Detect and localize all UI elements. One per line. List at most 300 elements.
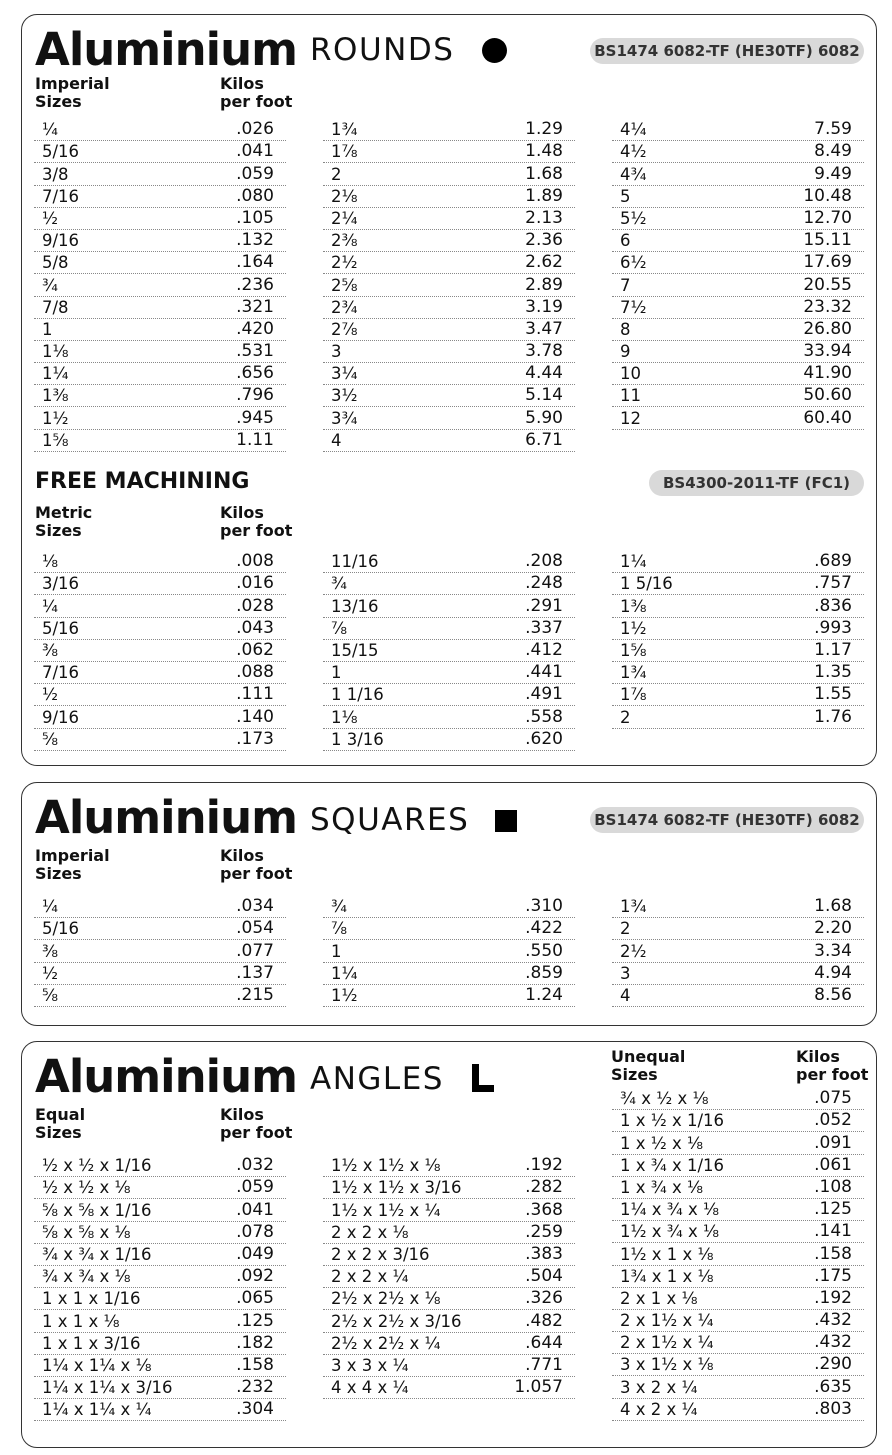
weight-cell: 23.32 — [803, 296, 852, 317]
rounds-size-header: Imperial Sizes — [35, 74, 110, 111]
size-cell: 7/16 — [42, 663, 80, 683]
weight-cell: 3.19 — [525, 296, 563, 317]
size-cell: 5/16 — [42, 142, 80, 162]
table-row — [323, 918, 575, 940]
size-cell: 5½ — [620, 208, 647, 228]
size-cell: 1 3/16 — [331, 729, 384, 749]
size-cell: 2 x 1½ x ¼ — [620, 1333, 714, 1353]
weight-cell: .368 — [525, 1199, 563, 1220]
size-cell: ⅝ — [42, 985, 58, 1005]
table-row — [323, 230, 575, 252]
size-cell: 2⅝ — [331, 275, 358, 295]
weight-cell: .105 — [236, 207, 274, 228]
table-row — [323, 119, 575, 141]
weight-cell: 41.90 — [803, 363, 852, 384]
table-row — [34, 1355, 286, 1377]
size-cell: 12 — [620, 408, 641, 428]
size-cell: 2 x 1½ x ¼ — [620, 1311, 714, 1331]
table-row — [612, 1354, 864, 1376]
table-row — [612, 297, 864, 319]
table-row — [612, 573, 864, 595]
size-cell: ⅛ — [42, 552, 58, 572]
size-cell: 2¼ — [331, 208, 358, 228]
size-cell: 1 5/16 — [620, 574, 673, 594]
size-cell: 15/15 — [331, 640, 379, 660]
table-row — [34, 1333, 286, 1355]
weight-cell: .164 — [236, 252, 274, 273]
table-row — [323, 706, 575, 728]
size-cell: 1 x ¾ x 1/16 — [620, 1155, 725, 1175]
table-row — [34, 319, 286, 341]
size-cell: 1½ — [620, 618, 647, 638]
squares-column-1 — [34, 896, 286, 1007]
table-row — [34, 595, 286, 617]
size-cell: 7 — [620, 275, 631, 295]
size-cell: 1⅛ — [331, 707, 358, 727]
size-cell: ⅝ x ⅝ x 1/16 — [42, 1200, 152, 1220]
table-row — [323, 252, 575, 274]
size-cell: 2 x 2 x ⅛ — [331, 1222, 409, 1242]
round-symbol-icon — [482, 38, 507, 63]
size-cell: ¾ — [331, 574, 347, 594]
table-row — [612, 274, 864, 296]
weight-cell: .326 — [525, 1288, 563, 1309]
table-row — [34, 963, 286, 985]
table-row — [34, 1266, 286, 1288]
size-cell: 1¼ — [620, 552, 647, 572]
table-row — [612, 319, 864, 341]
size-cell: 1 x ¾ x ⅛ — [620, 1177, 703, 1197]
table-row — [323, 1288, 575, 1310]
size-cell: ⅜ — [42, 640, 58, 660]
table-row — [34, 985, 286, 1007]
size-cell: 4 — [620, 985, 631, 1005]
weight-cell: .192 — [525, 1155, 563, 1176]
weight-cell: .192 — [814, 1287, 852, 1308]
table-row — [323, 430, 575, 452]
weight-cell: 2.62 — [525, 252, 563, 273]
size-cell: 1⅜ — [620, 596, 647, 616]
size-cell: 9/16 — [42, 707, 80, 727]
table-row — [323, 1377, 575, 1399]
angles-equal-weight-header: Kilos per foot — [220, 1105, 293, 1142]
table-row — [323, 319, 575, 341]
size-cell: ½ x ½ x ⅛ — [42, 1178, 131, 1198]
rounds-weight-header: Kilos per foot — [220, 74, 293, 111]
table-row — [34, 662, 286, 684]
table-row — [612, 1399, 864, 1421]
table-row — [34, 551, 286, 573]
table-row — [612, 1266, 864, 1288]
rounds-column-2 — [323, 119, 575, 452]
rounds-column-3 — [612, 119, 864, 430]
weight-cell: .259 — [525, 1221, 563, 1242]
table-row — [323, 274, 575, 296]
weight-cell: .088 — [236, 662, 274, 683]
weight-cell: .644 — [525, 1332, 563, 1353]
table-row — [612, 706, 864, 728]
size-cell: 2¾ — [331, 297, 358, 317]
size-cell: 1¾ — [331, 120, 358, 140]
table-row — [612, 551, 864, 573]
size-cell: ½ — [42, 963, 58, 983]
table-row — [323, 1155, 575, 1177]
weight-cell: 3.47 — [525, 318, 563, 339]
size-cell: 1 1/16 — [331, 685, 384, 705]
weight-cell: 17.69 — [803, 252, 852, 273]
size-cell: 3/16 — [42, 574, 80, 594]
weight-cell: .141 — [814, 1221, 852, 1242]
size-cell: ½ x ½ x 1/16 — [42, 1156, 152, 1176]
weight-cell: .077 — [236, 940, 274, 961]
angles-unequal-size-header: Unequal Sizes — [611, 1047, 686, 1084]
size-cell: 13/16 — [331, 596, 379, 616]
size-cell: 6 — [620, 231, 631, 251]
table-row — [323, 595, 575, 617]
weight-cell: 50.60 — [803, 385, 852, 406]
table-row — [323, 1244, 575, 1266]
weight-cell: .075 — [814, 1088, 852, 1109]
weight-cell: .034 — [236, 896, 274, 917]
size-cell: 1½ — [331, 985, 358, 1005]
weight-cell: 26.80 — [803, 318, 852, 339]
weight-cell: 1.55 — [814, 684, 852, 705]
weight-cell: .482 — [525, 1310, 563, 1331]
table-row — [34, 163, 286, 185]
table-row — [323, 985, 575, 1007]
size-cell: 5/16 — [42, 618, 80, 638]
size-cell: 1¼ x 1¼ x 3/16 — [42, 1378, 173, 1398]
table-row — [323, 1199, 575, 1221]
size-cell: ⅝ x ⅝ x ⅛ — [42, 1222, 131, 1242]
weight-cell: 1.29 — [525, 119, 563, 140]
table-row — [323, 1355, 575, 1377]
table-row — [323, 729, 575, 751]
size-cell: 5 — [620, 186, 631, 206]
size-cell: 3 x 2 x ¼ — [620, 1377, 698, 1397]
table-row — [612, 1221, 864, 1243]
size-cell: ⅝ — [42, 729, 58, 749]
weight-cell: .080 — [236, 185, 274, 206]
weight-cell: .836 — [814, 595, 852, 616]
table-row — [612, 341, 864, 363]
weight-cell: .016 — [236, 573, 274, 594]
weight-cell: 1.68 — [525, 163, 563, 184]
weight-cell: .859 — [525, 962, 563, 983]
angles-shape-title: ANGLES — [310, 1061, 444, 1097]
weight-cell: .689 — [814, 551, 852, 572]
size-cell: 1½ x 1½ x 3/16 — [331, 1178, 462, 1198]
weight-cell: .078 — [236, 1221, 274, 1242]
size-cell: 4 x 2 x ¼ — [620, 1399, 698, 1419]
weight-cell: .558 — [525, 706, 563, 727]
weight-cell: .052 — [814, 1110, 852, 1131]
table-row — [34, 363, 286, 385]
weight-cell: .125 — [236, 1310, 274, 1331]
size-cell: 2⅜ — [331, 231, 358, 251]
table-row — [34, 230, 286, 252]
table-row — [612, 1376, 864, 1398]
table-row — [612, 1243, 864, 1265]
rounds-panel — [21, 14, 877, 766]
table-row — [34, 1199, 286, 1221]
size-cell: 7½ — [620, 297, 647, 317]
size-cell: 5/16 — [42, 919, 80, 939]
table-row — [34, 1310, 286, 1332]
size-cell: 9/16 — [42, 231, 80, 251]
table-row — [323, 963, 575, 985]
weight-cell: 10.48 — [803, 185, 852, 206]
rounds-standard-badge: BS1474 6082-TF (HE30TF) 6082 — [590, 38, 864, 64]
table-row — [612, 407, 864, 429]
angles-brand-title: Aluminium — [35, 1050, 297, 1103]
weight-cell: 2.89 — [525, 274, 563, 295]
table-row — [323, 1333, 575, 1355]
weight-cell: .175 — [814, 1265, 852, 1286]
size-cell: 2 — [620, 707, 631, 727]
table-row — [612, 208, 864, 230]
squares-brand-title: Aluminium — [35, 791, 297, 844]
weight-cell: .441 — [525, 662, 563, 683]
free-machining-standard-badge: BS4300-2011-TF (FC1) — [649, 470, 864, 496]
squares-column-3 — [612, 896, 864, 1007]
weight-cell: .248 — [525, 573, 563, 594]
size-cell: ¾ — [42, 275, 58, 295]
table-row — [323, 1266, 575, 1288]
table-row — [612, 363, 864, 385]
table-row — [34, 1288, 286, 1310]
weight-cell: 6.71 — [525, 429, 563, 450]
rounds-brand-title: Aluminium — [35, 23, 297, 76]
weight-cell: .432 — [814, 1332, 852, 1353]
weight-cell: .008 — [236, 551, 274, 572]
weight-cell: .158 — [814, 1243, 852, 1264]
size-cell: 1 x 1 x 3/16 — [42, 1333, 141, 1353]
size-cell: 4¼ — [620, 120, 647, 140]
table-row — [34, 918, 286, 940]
free-machining-size-header: Metric Sizes — [35, 503, 93, 540]
weight-cell: .208 — [525, 551, 563, 572]
weight-cell: 5.14 — [525, 385, 563, 406]
free-machining-title: FREE MACHINING — [35, 469, 250, 494]
table-row — [323, 551, 575, 573]
weight-cell: 1.11 — [236, 429, 274, 450]
weight-cell: .757 — [814, 573, 852, 594]
weight-cell: .504 — [525, 1266, 563, 1287]
size-cell: 2½ — [620, 941, 647, 961]
weight-cell: 1.89 — [525, 185, 563, 206]
table-row — [612, 985, 864, 1007]
weight-cell: .140 — [236, 706, 274, 727]
table-row — [34, 274, 286, 296]
table-row — [612, 684, 864, 706]
size-cell: 1 x ½ x 1/16 — [620, 1111, 725, 1131]
weight-cell: .412 — [525, 639, 563, 660]
size-cell: 1 x 1 x ⅛ — [42, 1311, 120, 1331]
size-cell: 10 — [620, 364, 641, 384]
weight-cell: 12.70 — [803, 207, 852, 228]
table-row — [34, 252, 286, 274]
size-cell: 1⅛ — [42, 342, 69, 362]
size-cell: 2⅛ — [331, 186, 358, 206]
size-cell: 4¾ — [620, 164, 647, 184]
weight-cell: .049 — [236, 1243, 274, 1264]
table-row — [323, 684, 575, 706]
size-cell: 3 x 3 x ¼ — [331, 1355, 409, 1375]
weight-cell: 1.057 — [514, 1377, 563, 1398]
squares-standard-badge: BS1474 6082-TF (HE30TF) 6082 — [590, 807, 864, 833]
table-row — [323, 940, 575, 962]
angles-equal-column-1 — [34, 1155, 286, 1421]
free-machining-column-3 — [612, 551, 864, 729]
table-row — [34, 640, 286, 662]
squares-size-header: Imperial Sizes — [35, 846, 110, 883]
table-row — [34, 341, 286, 363]
size-cell: 9 — [620, 342, 631, 362]
table-row — [612, 1288, 864, 1310]
weight-cell: .422 — [525, 918, 563, 939]
table-row — [323, 163, 575, 185]
table-row — [612, 1332, 864, 1354]
table-row — [612, 1132, 864, 1154]
table-row — [323, 573, 575, 595]
weight-cell: .041 — [236, 141, 274, 162]
size-cell: ⅞ — [331, 919, 347, 939]
size-cell: 3 x 1½ x ⅛ — [620, 1355, 714, 1375]
size-cell: 3 — [620, 963, 631, 983]
weight-cell: .111 — [236, 684, 274, 705]
squares-column-2 — [323, 896, 575, 1007]
angles-equal-size-header: Equal Sizes — [35, 1105, 86, 1142]
weight-cell: .236 — [236, 274, 274, 295]
size-cell: 1¼ — [331, 963, 358, 983]
weight-cell: .291 — [525, 595, 563, 616]
size-cell: 1¼ — [42, 364, 69, 384]
weight-cell: .091 — [814, 1132, 852, 1153]
weight-cell: 2.36 — [525, 230, 563, 251]
table-row — [612, 1110, 864, 1132]
weight-cell: .132 — [236, 230, 274, 251]
size-cell: 1 x 1 x 1/16 — [42, 1289, 141, 1309]
table-row — [323, 896, 575, 918]
weight-cell: 2.13 — [525, 207, 563, 228]
size-cell: ½ — [42, 208, 58, 228]
table-row — [34, 297, 286, 319]
rounds-column-1 — [34, 119, 286, 452]
table-row — [34, 573, 286, 595]
size-cell: 2½ x 2½ x ⅛ — [331, 1289, 441, 1309]
size-cell: 2½ x 2½ x ¼ — [331, 1333, 441, 1353]
weight-cell: .059 — [236, 163, 274, 184]
size-cell: 8 — [620, 319, 631, 339]
size-cell: 2⅞ — [331, 319, 358, 339]
table-row — [612, 618, 864, 640]
table-row — [34, 186, 286, 208]
free-machining-column-1 — [34, 551, 286, 751]
weight-cell: .337 — [525, 617, 563, 638]
table-row — [34, 684, 286, 706]
table-row — [612, 385, 864, 407]
size-cell: 1½ x ¾ x ⅛ — [620, 1222, 719, 1242]
size-cell: 2 x 2 x 3/16 — [331, 1244, 430, 1264]
table-row — [34, 141, 286, 163]
weight-cell: .531 — [236, 341, 274, 362]
weight-cell: 3.78 — [525, 341, 563, 362]
squares-shape-title: SQUARES — [310, 802, 470, 838]
weight-cell: 33.94 — [803, 341, 852, 362]
weight-cell: .232 — [236, 1377, 274, 1398]
size-cell: 3¼ — [331, 364, 358, 384]
weight-cell: .059 — [236, 1177, 274, 1198]
size-cell: ¾ x ½ x ⅛ — [620, 1089, 709, 1109]
size-cell: 11 — [620, 386, 641, 406]
angle-symbol-icon — [472, 1064, 494, 1092]
weight-cell: .620 — [525, 728, 563, 749]
table-row — [323, 141, 575, 163]
table-row — [323, 1222, 575, 1244]
table-row — [34, 1222, 286, 1244]
size-cell: 5/8 — [42, 253, 69, 273]
weight-cell: .054 — [236, 918, 274, 939]
table-row — [612, 1155, 864, 1177]
weight-cell: .282 — [525, 1177, 563, 1198]
table-row — [34, 1399, 286, 1421]
size-cell: ¾ x ¾ x 1/16 — [42, 1244, 152, 1264]
size-cell: 1¾ — [620, 663, 647, 683]
table-row — [323, 1177, 575, 1199]
table-row — [323, 1310, 575, 1332]
table-row — [612, 963, 864, 985]
weight-cell: 1.68 — [814, 896, 852, 917]
size-cell: 1⅞ — [331, 142, 358, 162]
size-cell: ½ — [42, 685, 58, 705]
table-row — [612, 230, 864, 252]
table-row — [34, 896, 286, 918]
weight-cell: 2.20 — [814, 918, 852, 939]
weight-cell: 1.48 — [525, 141, 563, 162]
size-cell: 1½ x 1 x ⅛ — [620, 1244, 714, 1264]
table-row — [323, 208, 575, 230]
weight-cell: .173 — [236, 728, 274, 749]
weight-cell: 1.35 — [814, 662, 852, 683]
weight-cell: .062 — [236, 639, 274, 660]
weight-cell: 20.55 — [803, 274, 852, 295]
table-row — [34, 1177, 286, 1199]
size-cell: 1 x ½ x ⅛ — [620, 1133, 703, 1153]
weight-cell: 1.17 — [814, 639, 852, 660]
weight-cell: .321 — [236, 296, 274, 317]
size-cell: 1¼ x 1¼ x ⅛ — [42, 1355, 152, 1375]
size-cell: 4 x 4 x ¼ — [331, 1378, 409, 1398]
weight-cell: .125 — [814, 1199, 852, 1220]
weight-cell: 1.24 — [525, 984, 563, 1005]
table-row — [323, 662, 575, 684]
weight-cell: .310 — [525, 896, 563, 917]
size-cell: 1½ x 1½ x ⅛ — [331, 1156, 441, 1176]
weight-cell: .796 — [236, 385, 274, 406]
size-cell: 1 — [331, 941, 342, 961]
size-cell: 1½ — [42, 408, 69, 428]
weight-cell: .803 — [814, 1398, 852, 1419]
size-cell: 3/8 — [42, 164, 69, 184]
size-cell: 6½ — [620, 253, 647, 273]
table-row — [612, 163, 864, 185]
weight-cell: 60.40 — [803, 407, 852, 428]
table-row — [323, 385, 575, 407]
size-cell: ¾ — [331, 897, 347, 917]
table-row — [612, 1177, 864, 1199]
squares-panel — [21, 782, 877, 1026]
